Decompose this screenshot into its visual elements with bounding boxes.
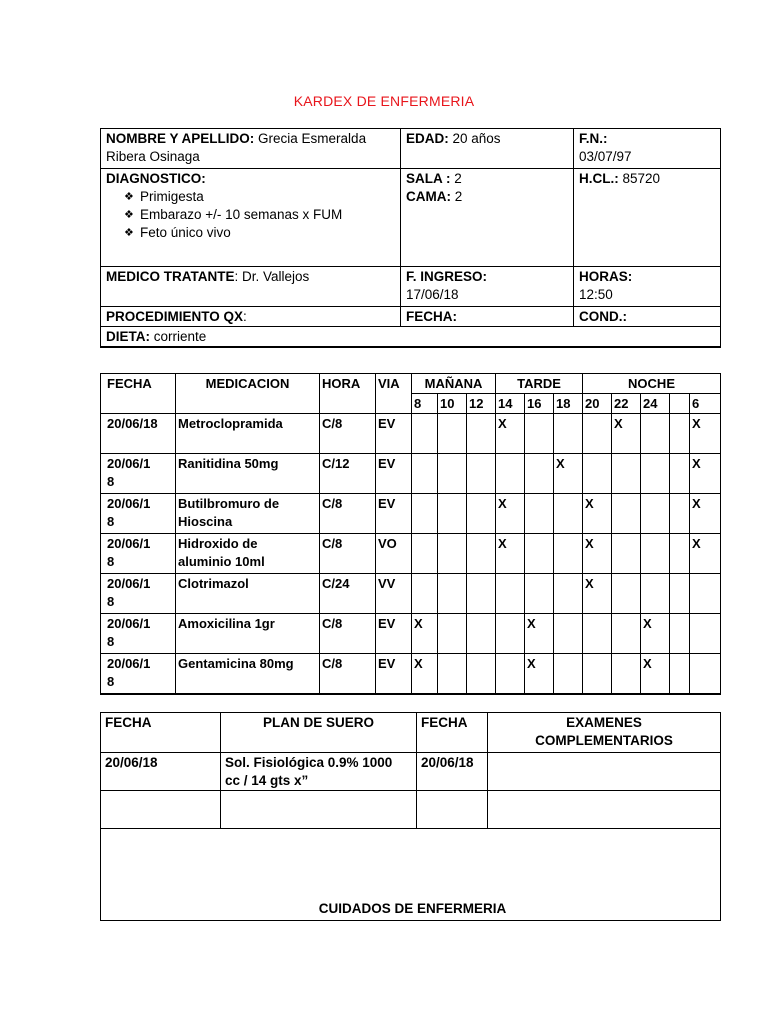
med-fecha-text: 8 bbox=[107, 514, 115, 529]
schedule-mark bbox=[690, 614, 721, 654]
schedule-mark bbox=[583, 454, 612, 494]
schedule-mark bbox=[670, 494, 690, 534]
name-label: NOMBRE Y APELLIDO: bbox=[106, 131, 255, 146]
schedule-mark bbox=[525, 534, 554, 574]
med-fecha bbox=[101, 494, 176, 534]
suero-empty-cell bbox=[221, 791, 417, 829]
schedule-mark bbox=[583, 654, 612, 695]
fn-cell bbox=[574, 129, 721, 169]
med-hora-text: C/8 bbox=[322, 656, 343, 671]
schedule-mark bbox=[612, 454, 641, 494]
suero-empty-cell bbox=[417, 791, 488, 829]
sala-label: SALA : bbox=[406, 171, 451, 186]
name-value-1: Grecia Esmeralda bbox=[258, 131, 367, 146]
dieta-label: DIETA: bbox=[106, 329, 150, 344]
med-hora-text: C/8 bbox=[322, 616, 343, 631]
med-hora-text: C/24 bbox=[322, 576, 350, 591]
diagnostico-cell bbox=[101, 169, 401, 267]
sala-cama-cell bbox=[401, 169, 574, 267]
schedule-mark bbox=[438, 494, 467, 534]
schedule-mark bbox=[412, 574, 438, 614]
med-hora bbox=[320, 494, 376, 534]
schedule-mark bbox=[438, 414, 467, 454]
med-hora bbox=[320, 534, 376, 574]
schedule-mark: X bbox=[496, 494, 525, 534]
hour-header: 16 bbox=[525, 394, 554, 414]
diagnostico-item: ❖ Primigesta bbox=[124, 188, 400, 206]
schedule-mark bbox=[438, 574, 467, 614]
examenes-header-line2: COMPLEMENTARIOS bbox=[535, 733, 673, 748]
medico-cell bbox=[101, 267, 401, 307]
schedule-mark bbox=[467, 494, 496, 534]
med-fecha-text: 20/06/1 bbox=[107, 456, 151, 471]
med-name-text: Hioscina bbox=[178, 514, 233, 529]
med-name-text: Clotrimazol bbox=[178, 576, 249, 591]
noche-header: NOCHE bbox=[583, 374, 721, 394]
schedule-mark bbox=[525, 574, 554, 614]
schedule-mark bbox=[467, 454, 496, 494]
med-hora bbox=[320, 614, 376, 654]
schedule-mark bbox=[554, 494, 583, 534]
name-cell bbox=[101, 129, 401, 169]
med-via bbox=[376, 654, 412, 695]
schedule-mark bbox=[525, 414, 554, 454]
schedule-mark bbox=[641, 494, 670, 534]
med-name-text: Metroclopramida bbox=[178, 416, 283, 431]
schedule-mark: X bbox=[525, 614, 554, 654]
med-fecha bbox=[101, 574, 176, 614]
schedule-mark bbox=[690, 654, 721, 695]
medication-table bbox=[100, 373, 721, 695]
schedule-mark: X bbox=[554, 454, 583, 494]
examenes-header bbox=[488, 713, 721, 753]
diagnostico-item: ❖ Embarazo +/- 10 semanas x FUM bbox=[124, 206, 400, 224]
hour-header: 6 bbox=[690, 394, 721, 414]
procedimiento-cell bbox=[101, 307, 401, 327]
fecha-cell bbox=[401, 307, 574, 327]
schedule-mark bbox=[554, 414, 583, 454]
suero-empty-cell bbox=[101, 791, 221, 829]
schedule-mark bbox=[496, 654, 525, 695]
medication-row bbox=[101, 574, 721, 614]
manana-header: MAÑANA bbox=[412, 374, 496, 394]
schedule-mark bbox=[496, 574, 525, 614]
schedule-mark: X bbox=[690, 494, 721, 534]
med-via bbox=[376, 454, 412, 494]
med-via bbox=[376, 614, 412, 654]
med-fecha-text: 20/06/1 bbox=[107, 576, 151, 591]
med-hora-text: C/8 bbox=[322, 416, 343, 431]
hour-header: 8 bbox=[412, 394, 438, 414]
med-via-text: EV bbox=[378, 416, 396, 431]
schedule-mark bbox=[554, 654, 583, 695]
hour-header: 22 bbox=[612, 394, 641, 414]
col-via-header: VIA bbox=[376, 374, 412, 414]
cuidados-enfermeria: CUIDADOS DE ENFERMERIA bbox=[101, 829, 721, 921]
schedule-mark: X bbox=[690, 534, 721, 574]
med-name bbox=[176, 534, 320, 574]
schedule-mark bbox=[412, 414, 438, 454]
med-fecha-text: 8 bbox=[107, 474, 115, 489]
medico-value: : Dr. Vallejos bbox=[234, 269, 310, 284]
horas-cell bbox=[574, 267, 721, 307]
suero-fecha-header: FECHA bbox=[101, 713, 221, 753]
hour-header: 10 bbox=[438, 394, 467, 414]
med-via-text: VO bbox=[378, 536, 397, 551]
med-via-text: EV bbox=[378, 656, 396, 671]
col-fecha-header: FECHA bbox=[101, 374, 176, 414]
med-hora-text: C/8 bbox=[322, 536, 343, 551]
suero-table bbox=[100, 712, 721, 921]
med-via bbox=[376, 414, 412, 454]
med-name bbox=[176, 494, 320, 534]
sala-value: 2 bbox=[454, 171, 462, 186]
schedule-mark bbox=[554, 614, 583, 654]
med-fecha bbox=[101, 614, 176, 654]
schedule-mark bbox=[467, 614, 496, 654]
schedule-mark bbox=[467, 534, 496, 574]
med-name-text: Ranitidina 50mg bbox=[178, 456, 279, 471]
cama-value: 2 bbox=[454, 189, 463, 204]
med-hora-text: C/8 bbox=[322, 496, 343, 511]
ingreso-value: 17/06/18 bbox=[406, 287, 459, 302]
med-name bbox=[176, 414, 320, 454]
ingreso-cell bbox=[401, 267, 574, 307]
suero-plan-line2: cc / 14 gts x” bbox=[225, 773, 309, 788]
edad-cell bbox=[401, 129, 574, 169]
med-via-text: EV bbox=[378, 456, 396, 471]
schedule-mark bbox=[554, 534, 583, 574]
hcl-cell bbox=[574, 169, 721, 267]
med-hora-text: C/12 bbox=[322, 456, 350, 471]
schedule-mark bbox=[438, 534, 467, 574]
med-fecha-text: 8 bbox=[107, 634, 115, 649]
fecha-label: FECHA: bbox=[406, 309, 457, 324]
med-name bbox=[176, 574, 320, 614]
horas-value: 12:50 bbox=[579, 287, 613, 302]
fn-label: F.N.: bbox=[579, 131, 608, 146]
suero-empty-cell bbox=[488, 791, 721, 829]
hour-header: 12 bbox=[467, 394, 496, 414]
med-via bbox=[376, 494, 412, 534]
med-name-text: Amoxicilina 1gr bbox=[178, 616, 275, 631]
schedule-mark bbox=[525, 454, 554, 494]
med-name-text: Gentamicina 80mg bbox=[178, 656, 294, 671]
schedule-mark bbox=[467, 654, 496, 695]
schedule-mark bbox=[496, 614, 525, 654]
examenes-header-line1: EXAMENES bbox=[566, 715, 642, 730]
schedule-mark: X bbox=[525, 654, 554, 695]
schedule-mark bbox=[670, 654, 690, 695]
med-via-text: EV bbox=[378, 616, 396, 631]
schedule-mark bbox=[467, 414, 496, 454]
cama-label: CAMA: bbox=[406, 189, 451, 204]
horas-label: HORAS: bbox=[579, 269, 633, 284]
examenes-row-value bbox=[488, 753, 721, 791]
med-fecha-text: 20/06/1 bbox=[107, 656, 151, 671]
schedule-mark: X bbox=[412, 654, 438, 695]
med-via bbox=[376, 574, 412, 614]
diagnostico-item: ❖ Feto único vivo bbox=[124, 224, 400, 242]
schedule-mark bbox=[612, 614, 641, 654]
med-fecha bbox=[101, 454, 176, 494]
med-fecha-text: 8 bbox=[107, 594, 115, 609]
schedule-mark bbox=[641, 454, 670, 494]
schedule-mark bbox=[583, 614, 612, 654]
med-fecha-text: 8 bbox=[107, 554, 115, 569]
medication-row bbox=[101, 454, 721, 494]
med-fecha bbox=[101, 654, 176, 695]
patient-info-table bbox=[100, 128, 721, 348]
schedule-mark bbox=[554, 574, 583, 614]
hour-header: 20 bbox=[583, 394, 612, 414]
cond-label: COND.: bbox=[579, 309, 627, 324]
schedule-mark bbox=[438, 654, 467, 695]
examenes-fecha-header: FECHA bbox=[417, 713, 488, 753]
hcl-label: H.CL.: bbox=[579, 171, 619, 186]
med-fecha bbox=[101, 534, 176, 574]
name-value-2: Ribera Osinaga bbox=[106, 149, 200, 164]
schedule-mark bbox=[641, 534, 670, 574]
schedule-mark bbox=[412, 454, 438, 494]
hour-header: 18 bbox=[554, 394, 583, 414]
fn-value: 03/07/97 bbox=[579, 149, 632, 164]
hcl-value: 85720 bbox=[622, 171, 661, 186]
medication-row bbox=[101, 494, 721, 534]
schedule-mark: X bbox=[690, 454, 721, 494]
dieta-cell bbox=[101, 327, 721, 348]
schedule-mark bbox=[438, 454, 467, 494]
schedule-mark: X bbox=[412, 614, 438, 654]
schedule-mark bbox=[612, 494, 641, 534]
schedule-mark: X bbox=[583, 574, 612, 614]
schedule-mark bbox=[612, 534, 641, 574]
document-title: KARDEX DE ENFERMERIA bbox=[293, 93, 475, 109]
med-name bbox=[176, 614, 320, 654]
schedule-mark: X bbox=[612, 414, 641, 454]
schedule-mark: X bbox=[583, 534, 612, 574]
schedule-mark: X bbox=[641, 654, 670, 695]
col-hora-header: HORA bbox=[320, 374, 376, 414]
schedule-mark bbox=[612, 574, 641, 614]
med-name-text: aluminio 10ml bbox=[178, 554, 265, 569]
schedule-mark bbox=[612, 654, 641, 695]
med-name bbox=[176, 654, 320, 695]
examenes-row-fecha: 20/06/18 bbox=[417, 753, 488, 791]
schedule-mark: X bbox=[496, 534, 525, 574]
hour-header: 24 bbox=[641, 394, 670, 414]
med-name-text: Hidroxido de bbox=[178, 536, 258, 551]
schedule-mark bbox=[525, 494, 554, 534]
medication-row bbox=[101, 654, 721, 695]
schedule-mark bbox=[496, 454, 525, 494]
med-fecha bbox=[101, 414, 176, 454]
medication-row bbox=[101, 614, 721, 654]
suero-row-fecha: 20/06/18 bbox=[101, 753, 221, 791]
schedule-mark bbox=[690, 574, 721, 614]
col-medicacion-header: MEDICACION bbox=[176, 374, 320, 414]
medico-label: MEDICO TRATANTE bbox=[106, 269, 235, 284]
med-fecha-text: 20/06/18 bbox=[107, 416, 158, 431]
med-hora bbox=[320, 654, 376, 695]
plan-suero-header: PLAN DE SUERO bbox=[221, 713, 417, 753]
med-fecha-text: 20/06/1 bbox=[107, 496, 151, 511]
cond-cell bbox=[574, 307, 721, 327]
diagnostico-label: DIAGNOSTICO: bbox=[106, 171, 206, 186]
edad-value: 20 años bbox=[452, 131, 501, 146]
schedule-mark bbox=[583, 414, 612, 454]
schedule-mark bbox=[670, 534, 690, 574]
schedule-mark bbox=[670, 454, 690, 494]
hour-header: 14 bbox=[496, 394, 525, 414]
schedule-mark bbox=[670, 414, 690, 454]
schedule-mark: X bbox=[690, 414, 721, 454]
schedule-mark bbox=[641, 574, 670, 614]
tarde-header: TARDE bbox=[496, 374, 583, 394]
schedule-mark bbox=[438, 614, 467, 654]
ingreso-label: F. INGRESO: bbox=[406, 269, 488, 284]
suero-row-plan bbox=[221, 753, 417, 791]
schedule-mark bbox=[467, 574, 496, 614]
schedule-mark bbox=[670, 614, 690, 654]
schedule-mark bbox=[412, 494, 438, 534]
med-via-text: EV bbox=[378, 496, 396, 511]
schedule-mark bbox=[641, 414, 670, 454]
schedule-mark: X bbox=[583, 494, 612, 534]
medication-row bbox=[101, 414, 721, 454]
hour-header bbox=[670, 394, 690, 414]
dieta-value: corriente bbox=[153, 329, 207, 344]
diagnostico-list bbox=[106, 188, 400, 242]
med-hora bbox=[320, 414, 376, 454]
med-hora bbox=[320, 454, 376, 494]
edad-label: EDAD: bbox=[406, 131, 449, 146]
med-fecha-text: 20/06/1 bbox=[107, 616, 151, 631]
procedimiento-value: : bbox=[243, 309, 247, 324]
medication-row bbox=[101, 534, 721, 574]
schedule-mark bbox=[670, 574, 690, 614]
schedule-mark: X bbox=[641, 614, 670, 654]
med-via bbox=[376, 534, 412, 574]
med-name bbox=[176, 454, 320, 494]
schedule-mark bbox=[412, 534, 438, 574]
med-hora bbox=[320, 574, 376, 614]
procedimiento-label: PROCEDIMIENTO QX bbox=[106, 309, 244, 324]
med-via-text: VV bbox=[378, 576, 396, 591]
schedule-mark: X bbox=[496, 414, 525, 454]
med-fecha-text: 8 bbox=[107, 674, 115, 689]
med-fecha-text: 20/06/1 bbox=[107, 536, 151, 551]
suero-plan-line1: Sol. Fisiológica 0.9% 1000 bbox=[225, 755, 393, 770]
med-name-text: Butilbromuro de bbox=[178, 496, 280, 511]
